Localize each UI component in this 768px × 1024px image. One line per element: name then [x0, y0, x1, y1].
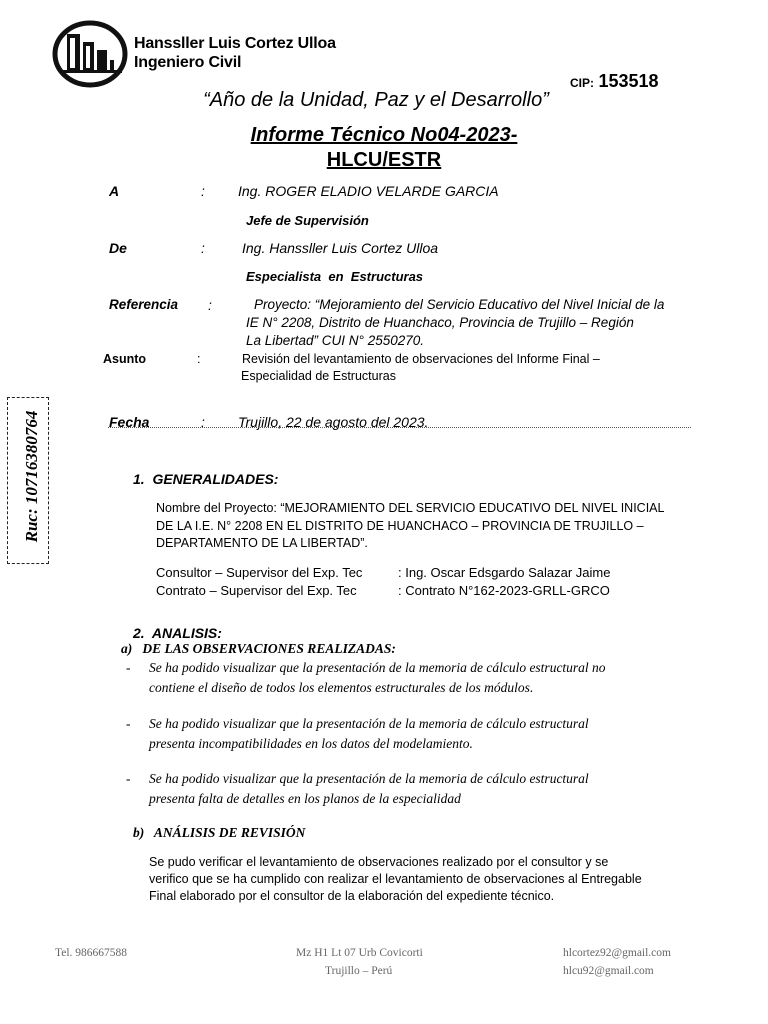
footer-address-line-1: Mz H1 Lt 07 Urb Covicorti	[296, 947, 423, 959]
reference-colon: :	[208, 297, 212, 313]
to-colon: :	[201, 183, 205, 199]
ruc-number: Ruc: 10716380764	[22, 410, 41, 543]
from-role: Especialista en Estructuras	[246, 269, 424, 284]
observation-2	[149, 714, 664, 754]
from-value: Ing. Hanssller Luis Cortez Ulloa	[242, 240, 439, 256]
subject-label: Asunto	[103, 352, 147, 366]
engineer-profession: Ingeniero Civil	[134, 54, 242, 71]
subject-line-2: Especialidad de Estructuras	[241, 369, 396, 383]
contract-value: : Contrato N°162-2023-GRLL-GRCO	[398, 583, 610, 598]
report-title: Informe Técnico No04-2023-	[250, 124, 518, 146]
subject-colon: :	[197, 352, 201, 366]
letterhead-name	[134, 34, 336, 72]
bullet-2: -	[126, 716, 131, 731]
observation-2-line-2: presenta incompatibilidades en los datos del modelamiento.	[149, 736, 473, 751]
to-value: Ing. ROGER ELADIO VELARDE GARCIA	[238, 183, 499, 199]
section-analisis-heading: 2. ANALISIS:	[133, 625, 222, 641]
consultant-value: : Ing. Oscar Edsgardo Salazar Jaime	[398, 565, 611, 580]
observation-1-line-1: Se ha podido visualizar que la presentación de la memoria de cálculo estructural no	[149, 660, 606, 675]
subject-line-1: Revisión del levantamiento de observaciones del Informe Final –	[242, 352, 600, 366]
to-label: A	[109, 183, 120, 199]
footer-address-line-2: Trujillo – Perú	[325, 965, 393, 977]
date-label: Fecha	[109, 414, 150, 430]
observation-1-line-2: contiene el diseño de todos los elementos estructurales de los módulos.	[149, 680, 534, 695]
date-divider	[108, 427, 691, 428]
bullet-3: -	[126, 771, 131, 786]
footer-email-2: hlcu92@gmail.com	[563, 965, 654, 977]
company-logo	[52, 20, 128, 88]
review-paragraph	[149, 854, 665, 905]
observation-1	[149, 658, 664, 698]
report-code: HLCU/ESTR	[326, 149, 442, 171]
observation-3-line-1: Se ha podido visualizar que la presentación de la memoria de cálculo estructural	[149, 771, 589, 786]
bullet-1: -	[126, 660, 131, 675]
reference-line-2: IE N° 2208, Distrito de Huanchaco, Provincia de Trujillo – Región	[246, 315, 634, 330]
consultant-label: Consultor – Supervisor del Exp. Tec	[156, 565, 363, 580]
review-line-3: Final elaborado por el consultor de la elaboración del expediente técnico.	[149, 889, 555, 903]
year-motto: “Año de la Unidad, Paz y el Desarrollo”	[203, 89, 549, 111]
cip-label: CIP:	[570, 76, 594, 90]
reference-line-3: La Libertad” CUI N° 2550270.	[246, 333, 425, 348]
date-colon: :	[201, 414, 205, 430]
cip-value: 153518	[598, 71, 659, 91]
engineer-name: Hanssller Luis Cortez Ulloa	[134, 35, 336, 52]
to-role: Jefe de Supervisión	[246, 213, 369, 228]
review-line-1: Se pudo verificar el levantamiento de observaciones realizado por el consultor y se	[149, 855, 609, 869]
contract-label: Contrato – Supervisor del Exp. Tec	[156, 583, 357, 598]
footer-email-1: hlcortez92@gmail.com	[563, 947, 671, 959]
ruc-box	[7, 397, 49, 564]
reference-line-1: Proyecto: “Mejoramiento del Servicio Educativo del Nivel Inicial de la	[254, 297, 665, 312]
footer-phone: Tel. 986667588	[55, 947, 128, 959]
observation-3	[149, 769, 664, 809]
from-colon: :	[201, 240, 205, 256]
section-generalidades-heading: 1. GENERALIDADES:	[133, 471, 279, 487]
project-name-line-2: DE LA I.E. N° 2208 EN EL DISTRITO DE HUANCHACO – PROVINCIA DE TRUJILLO –	[156, 519, 644, 533]
from-label: De	[109, 240, 127, 256]
project-name-line-3: DEPARTAMENTO DE LA LIBERTAD”.	[156, 536, 368, 550]
subsection-review-heading: b) ANÁLISIS DE REVISIÓN	[133, 825, 306, 840]
project-name-line-1: Nombre del Proyecto: “MEJORAMIENTO DEL SERVICIO EDUCATIVO DEL NIVEL INICIAL	[156, 501, 665, 515]
observation-3-line-2: presenta falta de detalles en los planos de la especialidad	[149, 791, 461, 806]
subsection-observations-heading: a) DE LAS OBSERVACIONES REALIZADAS:	[121, 641, 396, 656]
observation-2-line-1: Se ha podido visualizar que la presentación de la memoria de cálculo estructural	[149, 716, 589, 731]
date-value: Trujillo, 22 de agosto del 2023.	[238, 414, 429, 430]
reference-label: Referencia	[109, 297, 179, 312]
review-line-2: verifico que se ha cumplido con realizar el levantamiento de observaciones al Entregable	[149, 872, 642, 886]
